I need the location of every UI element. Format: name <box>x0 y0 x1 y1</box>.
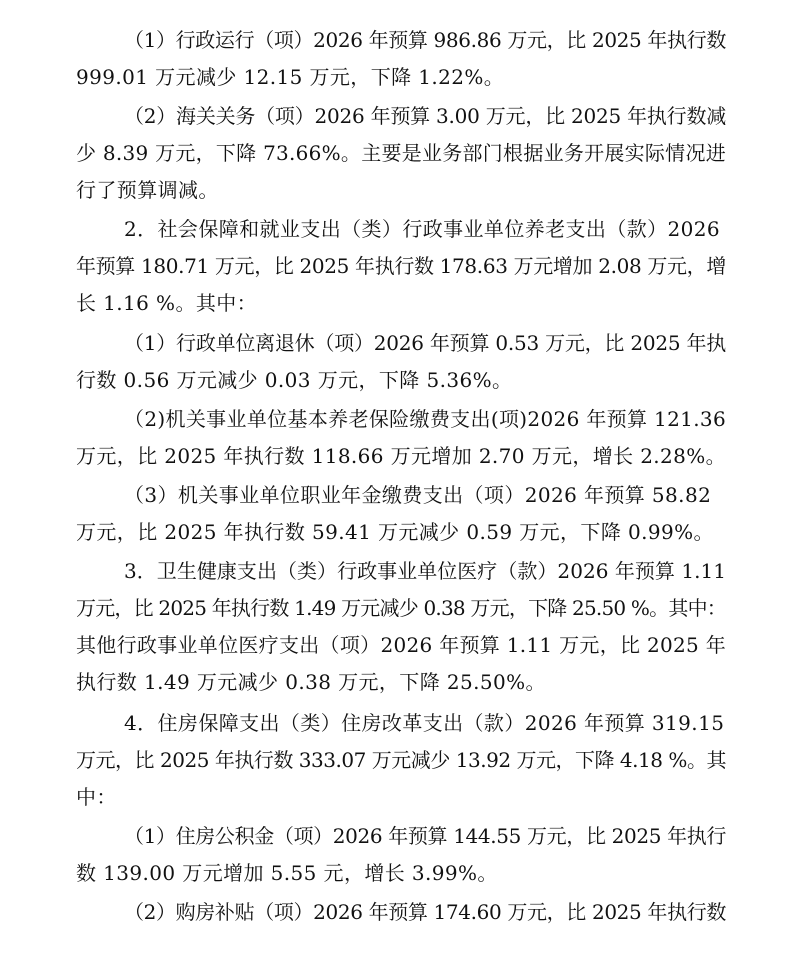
paragraph-line: （1）行政单位离退休（项）2026 年预算 0.53 万元，比 2025 年执 <box>124 331 726 355</box>
paragraph-line: 中： <box>76 785 117 809</box>
paragraph-line: 年预算 180.71 万元，比 2025 年执行数 178.63 万元增加 2.08 万元，增 <box>76 254 726 278</box>
paragraph-line: 万元，比 2025 年执行数 59.41 万元减少 0.59 万元，下降 0.99%。 <box>76 520 714 544</box>
paragraph-line: （1）行政运行（项）2026 年预算 986.86 万元，比 2025 年执行数 <box>124 28 726 52</box>
paragraph-housing <box>76 705 726 816</box>
paragraph-line: 3．卫生健康支出（类）行政事业单位医疗（款）2026 年预算 1.11 <box>124 559 726 583</box>
paragraph-line: 万元，比 2025 年执行数 1.49 万元减少 0.38 万元，下降 25.50 %。其中： <box>76 596 726 620</box>
paragraph-housing-fund <box>76 818 726 892</box>
paragraph-line: 万元，比 2025 年执行数 333.07 万元减少 13.92 万元，下降 4.18 %。其 <box>76 748 726 772</box>
paragraph-line: 执行数 1.49 万元减少 0.38 万元，下降 25.50%。 <box>76 670 546 694</box>
paragraph-line: 999.01 万元减少 12.15 万元，下降 1.22%。 <box>76 65 505 89</box>
paragraph-retirement <box>76 325 726 399</box>
paragraph-line: 其他行政事业单位医疗支出（项）2026 年预算 1.11 万元，比 2025 年 <box>76 633 726 657</box>
paragraph-line: （2）海关关务（项）2026 年预算 3.00 万元，比 2025 年执行数减 <box>124 104 726 128</box>
paragraph-line: （2）购房补贴（项）2026 年预算 174.60 万元，比 2025 年执行数 <box>124 900 726 924</box>
paragraph-line: （1）住房公积金（项）2026 年预算 144.55 万元，比 2025 年执行 <box>124 824 726 848</box>
paragraph-social-security <box>76 211 726 322</box>
paragraph-line: （3）机关事业单位职业年金缴费支出（项）2026 年预算 58.82 <box>124 483 712 507</box>
paragraph-line: 行了预算调减。 <box>76 178 219 202</box>
paragraph-health <box>76 553 726 701</box>
paragraph-line: 数 139.00 万元增加 5.55 元，增长 3.99%。 <box>76 861 498 885</box>
paragraph-line: 万元，比 2025 年执行数 118.66 万元增加 2.70 万元，增长 2.28%。 <box>76 444 726 468</box>
paragraph-administrative-operation <box>76 22 726 96</box>
paragraph-line: 2．社会保障和就业支出（类）行政事业单位养老支出（款）2026 <box>124 217 721 241</box>
paragraph-line: 行数 0.56 万元减少 0.03 万元，下降 5.36%。 <box>76 368 513 392</box>
paragraph-housing-subsidy <box>76 894 726 931</box>
paragraph-line: 4．住房保障支出（类）住房改革支出（款）2026 年预算 319.15 <box>124 711 725 735</box>
paragraph-occupational-annuity <box>76 477 726 551</box>
paragraph-customs-affairs <box>76 98 726 209</box>
paragraph-line: （2)机关事业单位基本养老保险缴费支出(项)2026 年预算 121.36 <box>124 407 726 431</box>
paragraph-line: 长 1.16 %。其中： <box>76 291 258 315</box>
paragraph-pension-insurance <box>76 401 726 475</box>
paragraph-line: 少 8.39 万元，下降 73.66%。主要是业务部门根据业务开展实际情况进 <box>76 141 726 165</box>
